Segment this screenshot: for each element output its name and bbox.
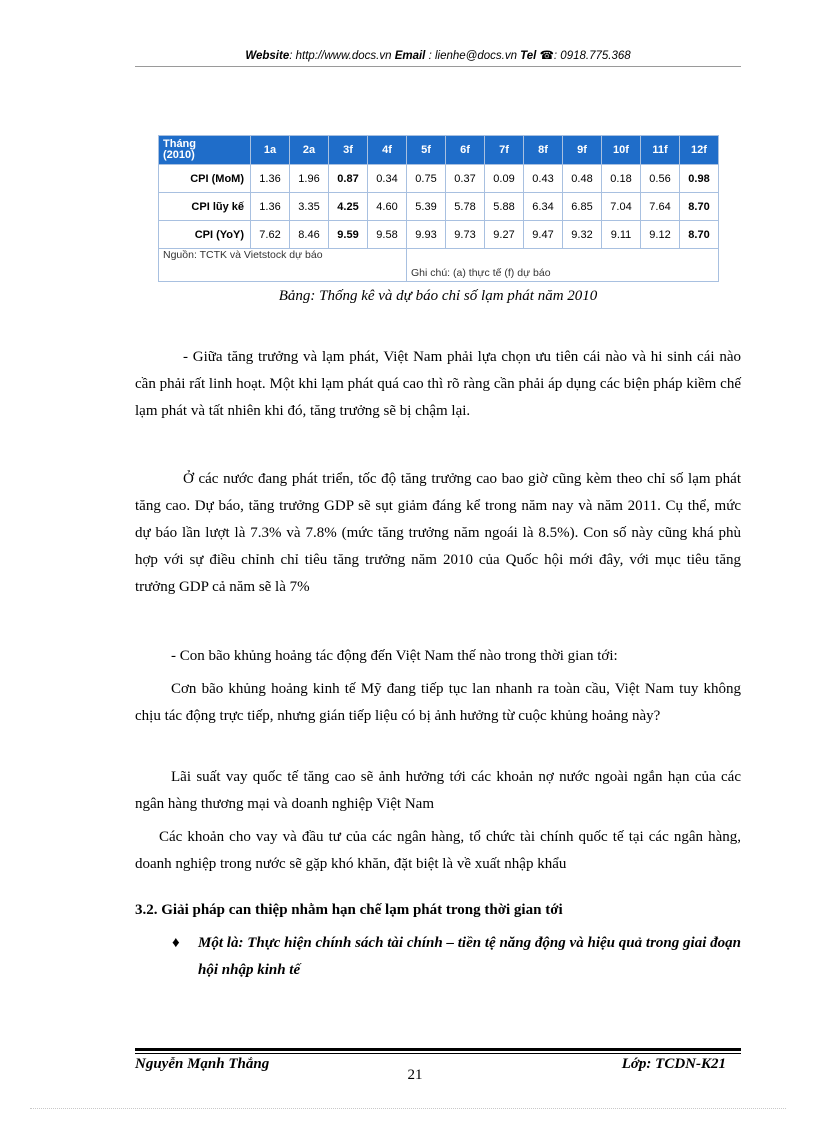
table-cell: 0.87 xyxy=(329,165,368,193)
table-header-month: Tháng (2010) xyxy=(159,136,251,165)
table-footer-row xyxy=(159,249,719,282)
table-cell: 9.47 xyxy=(524,221,563,249)
table-cell: 4.60 xyxy=(368,193,407,221)
cpi-table xyxy=(158,135,719,282)
section-title: 3.2. Giải pháp can thiệp nhằm hạn chế lạm phát trong thời gian tới xyxy=(135,902,563,918)
paragraph: Ở các nước đang phát triển, tốc độ tăng trưởng cao bao giờ cũng kèm theo chỉ số lạm phát tăng cao. Dự báo, tăng trưởng GDP sẽ sụt giảm đáng kể trong năm nay và năm 2011. Cụ thể, mức dự báo lần lượt là 7.3% và 7.8% (mức tăng trưởng năm ngoái là 8.5%). Con số này cũng khá phù hợp với sự điều chỉnh chỉ tiêu tăng trưởng năm 2010 của Quốc hội mới đây, với mục tiêu tăng trưởng GDP cả năm sẽ là 7% xyxy=(135,471,741,595)
table-cell: 1.96 xyxy=(290,165,329,193)
table-cell: 6.85 xyxy=(563,193,602,221)
paragraph: Lãi suất vay quốc tế tăng cao sẽ ảnh hưởng tới các khoản nợ nước ngoài ngắn hạn của các ngân hàng thương mại và doanh nghiệp Việt Nam xyxy=(135,769,741,812)
month-header: 9f xyxy=(563,136,602,165)
table-header-row xyxy=(159,136,719,165)
table-cell: 0.75 xyxy=(407,165,446,193)
bottom-dotted-line xyxy=(30,1108,786,1109)
footer-rule-thin xyxy=(135,1053,741,1054)
month-header: 11f xyxy=(641,136,680,165)
month-header: 6f xyxy=(446,136,485,165)
table-row xyxy=(159,221,719,249)
bullet-text: Một là: Thực hiện chính sách tài chính – tiền tệ năng động và hiệu quả trong giai đoạn hội nhập kinh tế xyxy=(198,935,741,978)
paragraph: - Con bão khủng hoảng tác động đến Việt Nam thế nào trong thời gian tới: xyxy=(171,648,618,664)
table-note: Ghi chú: (a) thực tế (f) dự báo xyxy=(407,249,719,282)
table-cell: 4.25 xyxy=(329,193,368,221)
page-header xyxy=(135,48,741,62)
table-cell: 1.36 xyxy=(251,165,290,193)
table-row xyxy=(159,193,719,221)
table-cell: 0.43 xyxy=(524,165,563,193)
table-cell: 7.04 xyxy=(602,193,641,221)
bullet-item xyxy=(172,930,741,984)
paragraph: - Giữa tăng trưởng và lạm phát, Việt Nam phải lựa chọn ưu tiên cái nào và hi sinh cái nào cần phải rất linh hoạt. Một khi lạm phát quá cao thì rõ ràng cần phải áp dụng các biện pháp kiềm chế lạm phát và tất nhiên khi đó, tăng trưởng sẽ bị chậm lại. xyxy=(135,349,741,419)
month-header: 10f xyxy=(602,136,641,165)
row-label: CPI (YoY) xyxy=(159,221,251,249)
page-number: 21 xyxy=(407,1067,423,1083)
month-header: 3f xyxy=(329,136,368,165)
table-cell: 0.09 xyxy=(485,165,524,193)
table-cell: 0.56 xyxy=(641,165,680,193)
tel-label: Tel xyxy=(520,50,537,62)
month-header: 4f xyxy=(368,136,407,165)
table-cell: 3.35 xyxy=(290,193,329,221)
table-cell: 5.78 xyxy=(446,193,485,221)
row-label: CPI (MoM) xyxy=(159,165,251,193)
paragraph: Cơn bão khủng hoảng kinh tế Mỹ đang tiếp tục lan nhanh ra toàn cầu, Việt Nam tuy không chịu tác động trực tiếp, nhưng gián tiếp liệu có bị ảnh hưởng từ cuộc khủng hoảng này? xyxy=(135,681,741,724)
diamond-bullet-icon: ♦ xyxy=(172,935,180,951)
month-header: 5f xyxy=(407,136,446,165)
table-cell: 7.64 xyxy=(641,193,680,221)
month-header: 1a xyxy=(251,136,290,165)
table-cell: 0.37 xyxy=(446,165,485,193)
table-cell: 9.27 xyxy=(485,221,524,249)
paragraph-interest-rate xyxy=(135,764,741,818)
table-cell: 8.70 xyxy=(680,193,719,221)
email-label: Email xyxy=(394,50,426,62)
table-cell: 0.48 xyxy=(563,165,602,193)
table-cell: 9.12 xyxy=(641,221,680,249)
table-cell: 9.93 xyxy=(407,221,446,249)
month-header: 7f xyxy=(485,136,524,165)
month-header: 12f xyxy=(680,136,719,165)
table-cell: 0.34 xyxy=(368,165,407,193)
table-cell: 5.88 xyxy=(485,193,524,221)
table-cell: 9.11 xyxy=(602,221,641,249)
table-cell: 9.58 xyxy=(368,221,407,249)
table-cell: 8.70 xyxy=(680,221,719,249)
paragraph-crisis-heading xyxy=(135,643,741,670)
table-cell: 9.59 xyxy=(329,221,368,249)
paragraph-developing-countries xyxy=(135,466,741,601)
table-row xyxy=(159,165,719,193)
table-caption: Bảng: Thống kê và dự báo chỉ số lạm phát năm 2010 xyxy=(278,288,598,304)
month-header: 8f xyxy=(524,136,563,165)
footer-class: Lớp: TCDN-K21 xyxy=(621,1056,726,1072)
paragraph-loans xyxy=(135,824,741,878)
paragraph-growth-inflation xyxy=(135,344,741,425)
paragraph: Các khoản cho vay và đầu tư của các ngân hàng, tổ chức tài chính quốc tế tại các ngân hàng, doanh nghiệp trong nước sẽ gặp khó khăn, đặt biệt là về xuất nhập khẩu xyxy=(135,829,741,872)
footer-rule-thick xyxy=(135,1048,741,1051)
table-cell: 1.36 xyxy=(251,193,290,221)
row-label: CPI lũy kế xyxy=(159,193,251,221)
website-value[interactable]: : http://www.docs.vn xyxy=(289,50,392,62)
footer-author: Nguyễn Mạnh Thắng xyxy=(135,1056,270,1072)
table-cell: 5.39 xyxy=(407,193,446,221)
table-cell: 7.62 xyxy=(251,221,290,249)
table-cell: 9.73 xyxy=(446,221,485,249)
table-cell: 9.32 xyxy=(563,221,602,249)
table-source: Nguồn: TCTK và Vietstock dự báo xyxy=(159,249,407,282)
month-header: 2a xyxy=(290,136,329,165)
table-cell: 8.46 xyxy=(290,221,329,249)
phone-icon: ☎ xyxy=(539,50,554,62)
website-label: Website xyxy=(245,50,290,62)
tel-value: : 0918.775.368 xyxy=(553,50,631,62)
email-value[interactable]: : lienhe@docs.vn xyxy=(428,50,517,62)
table-cell: 6.34 xyxy=(524,193,563,221)
header-rule xyxy=(135,66,741,67)
paragraph-crisis-spread xyxy=(135,676,741,730)
table-cell: 0.98 xyxy=(680,165,719,193)
table-cell: 0.18 xyxy=(602,165,641,193)
